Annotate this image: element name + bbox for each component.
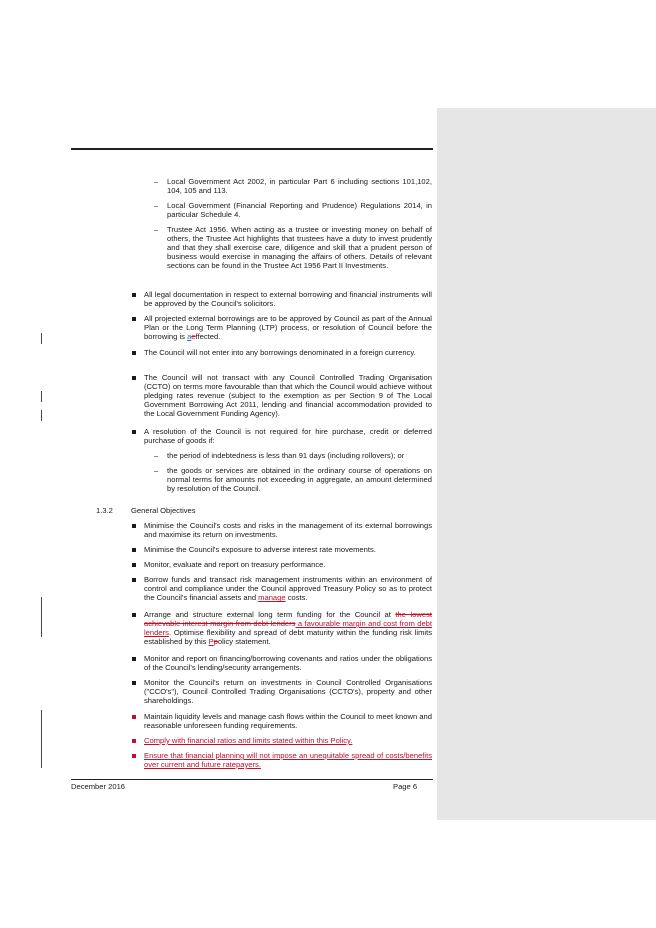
objective-item: Minimise the Council's exposure to adverse interest rate movements. — [144, 545, 376, 554]
square-bullet-icon — [132, 548, 136, 552]
dash-bullet-icon: – — [154, 466, 159, 475]
objective-item: Monitor and report on financing/borrowing covenants and ratios under the obligations of the Council's lending/security arrangements. — [144, 654, 432, 673]
square-bullet-icon — [132, 739, 136, 743]
change-bar — [41, 333, 42, 344]
paragraph-foreign-currency: The Council will not enter into any borrowings denominated in a foreign currency. — [144, 348, 416, 357]
objective-item: Ensure that financial planning will not impose an unequitable spread of costs/benefits over current and future ratepayers. — [144, 751, 432, 770]
square-bullet-icon — [132, 578, 136, 582]
dash-bullet-icon: – — [154, 451, 159, 460]
dash-bullet-icon: – — [154, 201, 159, 210]
change-bar — [41, 391, 42, 402]
objective-item: Comply with financial ratios and limits stated within this Policy. — [144, 736, 353, 745]
header-rule — [71, 148, 433, 150]
square-bullet-icon — [132, 715, 136, 719]
paragraph-legal-docs: All legal documentation in respect to external borrowing and financial instruments will be approved by the Council's solicitors. — [144, 290, 432, 309]
section-number: 1.3.2 — [96, 506, 113, 515]
objective-item: Borrow funds and transact risk management instruments within an environment of control and compliance under the Council approved Treasury Policy so as to protect the Council's financial assets and manage costs. — [144, 575, 432, 603]
objective-item: Monitor the Council's return on investments in Council Controlled Organisations ("CCO's"), Council Controlled Trading Organisations (CCTO's), property and other shareholdings. — [144, 678, 432, 706]
dash-bullet-icon: – — [154, 225, 159, 234]
change-bar — [41, 410, 42, 421]
square-bullet-icon — [132, 657, 136, 661]
objective-item: Maintain liquidity levels and manage cash flows within the Council to meet known and reasonable unforeseen funding requirements. — [144, 712, 432, 731]
hire-condition: the goods or services are obtained in the ordinary course of operations on normal terms for amounts not exceeding in aggregate, an amount determined by resolution of the Council. — [167, 466, 432, 494]
legislation-item: Trustee Act 1956. When acting as a trustee or investing money on behalf of others, the Trustee Act highlights that trustees have a duty to invest prudently and that they shall exercise care, diligence and skill that a prudent person of business would exercise in managing the affairs of others. Details of relevant sections can be found in the Trustee Act 1956 Part II Investments. — [167, 225, 432, 271]
square-bullet-icon — [132, 317, 136, 321]
footer-rule — [71, 779, 433, 780]
legislation-item: Local Government (Financial Reporting and Prudence) Regulations 2014, in particular Schedule 4. — [167, 201, 432, 220]
footer-date: December 2016 — [71, 782, 126, 791]
paragraph-hire-purchase: A resolution of the Council is not required for hire purchase, credit or deferred purchase of goods if: — [144, 427, 432, 446]
square-bullet-icon — [132, 524, 136, 528]
square-bullet-icon — [132, 293, 136, 297]
paragraph-ccto: The Council will not transact with any Council Controlled Trading Organisation (CCTO) on terms more favourable than that which the Council would achieve without pledging rates revenue (subject to the exemption as per Section 9 of The Local Government Borrowing Act 2011, lending and financial accommodation provided to the Local Government Funding Agency). — [144, 373, 432, 419]
square-bullet-icon — [132, 681, 136, 685]
square-bullet-icon — [132, 613, 136, 617]
objective-item: Monitor, evaluate and report on treasury performance. — [144, 560, 326, 569]
dash-bullet-icon: – — [154, 177, 159, 186]
square-bullet-icon — [132, 563, 136, 567]
square-bullet-icon — [132, 754, 136, 758]
hire-condition: the period of indebtedness is less than 91 days (including rollovers); or — [167, 451, 405, 460]
square-bullet-icon — [132, 430, 136, 434]
square-bullet-icon — [132, 351, 136, 355]
page-number: Page 6 — [393, 782, 418, 791]
objective-item: Minimise the Council's costs and risks in the management of its external borrowings and maximise its return on investments. — [144, 521, 432, 540]
paragraph-approval: All projected external borrowings are to be approved by Council as part of the Annual Plan or the Long Term Planning (LTP) process, or resolution of Council before the borrowing is aeffected. — [144, 314, 432, 342]
change-bar — [41, 710, 42, 768]
section-title: General Objectives — [131, 506, 196, 515]
square-bullet-icon — [132, 376, 136, 380]
comment-pane — [437, 108, 656, 820]
legislation-item: Local Government Act 2002, in particular Part 6 including sections 101,102, 104, 105 and 113. — [167, 177, 432, 196]
change-bar — [41, 597, 42, 637]
objective-item: Arrange and structure external long term funding for the Council at the lowest achievable interest margin from debt lenders a favourable margin and cost from debt lenders. Optimise flexibility and spread of debt maturity within the funding risk limits established by this Ppolicy statement. — [144, 610, 433, 647]
